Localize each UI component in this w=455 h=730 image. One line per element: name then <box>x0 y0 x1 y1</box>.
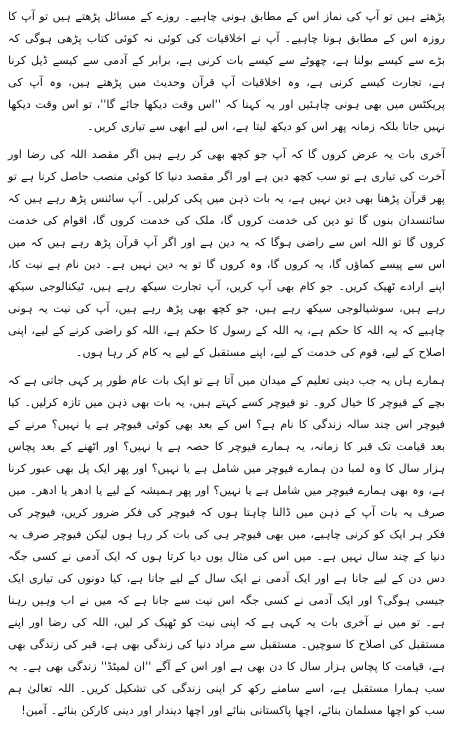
paragraph-1: پڑھتے ہیں تو آپ کی نماز اس کے مطابق ہونی چاہیے۔ روزے کے مسائل پڑھتے ہیں تو آپ کا روزہ اس کے مطابق ہونا چاہیے۔ آپ نے اخلاقیات کی کوئی نہ کوئی کتاب پڑھی ہوگی کہ بڑے سے کیسے بولنا ہے، چھوٹے سے کیسے بات کرنی ہے، برابر کے آدمی سے کیسے ڈیل کرنا ہے، تجارت کیسے کرنی ہے، وہ اخلاقیات آپ قرآن وحدیث میں پڑھتے ہیں، وہ آپ کی پریکٹس میں بھی ہونی چاہئیں اور یہ کہنا کہ ''اس وقت دیکھا جائے گا''، تو اس وقت دیکھا نہیں جاتا بلکہ زمانہ پھر اس کو دیکھ لیتا ہے، اس لیے ابھی سے تیاری کریں۔ <box>8 10 445 133</box>
paragraph-2: آخری بات یہ عرض کروں گا کہ آپ جو کچھ بھی کر رہے ہیں اگر مقصد اللہ کی رضا اور آخرت کی تیاری ہے تو سب کچھ دین ہے اور اگر مقصد دنیا کا کوئی منصب حاصل کرنا ہے تو پھر قرآن پڑھنا بھی دین نہیں ہے، یہ بات ذہن میں پکی کرلیں۔ آپ سائنس پڑھ رہے ہیں کہ سائنسدان بنوں گا تو دین کی خدمت کروں گا، ملک کی خدمت کروں گا، اقوام کی خدمت کروں گا تو اللہ اس سے راضی ہوگا کہ یہ دین ہے اور اگر آپ قرآن پڑھ رہے ہیں کہ میں اس سے پیسے کماؤں گا، یہ کروں گا، وہ کروں گا تو یہ دین نہیں ہے۔ دین نام ہے نیت کا، اپنے ارادے ٹھیک کریں۔ جو کام بھی آپ کریں، آپ تجارت سیکھ رہے ہیں، ٹیکنالوجی سیکھ رہے ہیں، سوشیالوجی سیکھ رہے ہیں، جو کچھ بھی پڑھ رہے ہیں، آپ کی نیت یہ ہونی چاہیے کہ یہ اللہ کا حکم ہے، یہ اللہ کے رسول کا حکم ہے، اللہ کو راضی کرنے کے لیے، اپنی اصلاح کے لیے، قوم کی خدمت کے لیے، اپنے مستقبل کے لیے یہ کام کر رہا ہوں۔ <box>8 148 445 359</box>
paragraph-3: ہمارے ہاں یہ جب دینی تعلیم کے میدان میں آتا ہے تو ایک بات عام طور پر کہی جاتی ہے کہ بچے کے فیوچر کا خیال کرو۔ تو فیوچر کسے کہتے ہیں، یہ بات بھی ذہن میں تازہ کرلیں۔ کیا فیوچر اس چند سالہ زندگی کا نام ہے؟ اس کے بعد بھی کوئی فیوچر ہے یا نہیں؟ مرنے کے بعد قیامت تک قبر کا زمانہ، یہ ہمارے فیوچر کا حصہ ہے یا نہیں؟ اور اٹھنے کے بعد پچاس ہزار سال کا وہ لمبا دن ہمارے فیوچر میں شامل ہے یا نہیں؟ اور پھر ایک پل بھی عبور کرنا ہے، وہ بھی ہمارے فیوچر میں شامل ہے یا نہیں؟ اور پھر ہمیشہ کے لیے یا ادھر یا ادھر۔ میں صرف یہ بات آپ کے ذہن میں ڈالنا چاہتا ہوں کہ فیوچر کی فکر ضرور کریں، فیوچر کی فکر ہر ایک کو کرنی چاہیے، میں بھی فیوچر ہی کی بات کر رہا ہوں لیکن فیوچر صرف یہ دنیا کے چند سال نہیں ہے۔ میں اس کی مثال یوں دیا کرتا ہوں کہ ایک آدمی نے کسی جگہ دس دن کے لیے جانا ہے اور ایک آدمی نے ایک سال کے لیے جانا ہے، کیا دونوں کی تیاری ایک جیسی ہوگی؟ اور ایک آدمی نے کسی جگہ اس نیت سے جانا ہے کہ میں نے اب وہیں رہنا ہے۔ تو میں نے آخری بات یہ کہی ہے کہ اپنی نیت کو ٹھیک کر لیں، اللہ کی رضا اور اپنے مستقبل کی اصلاح کا سوچیں۔ مستقبل سے مراد دنیا کی زندگی بھی ہے، قبر کی زندگی بھی ہے، قیامت کا پچاس ہزار سال کا دن بھی ہے اور اس کے آگے ''ان لمیٹڈ'' زندگی بھی ہے۔ یہ سب ہمارا مستقبل ہے، اسے سامنے رکھ کر اپنی زندگی کی تشکیل کریں۔ اللہ تعالیٰ ہم سب کو اچھا مسلمان بنائے، اچھا پاکستانی بنائے اور اچھا دیندار اور دینی کارکن بنائے۔ آمین! <box>8 374 445 717</box>
